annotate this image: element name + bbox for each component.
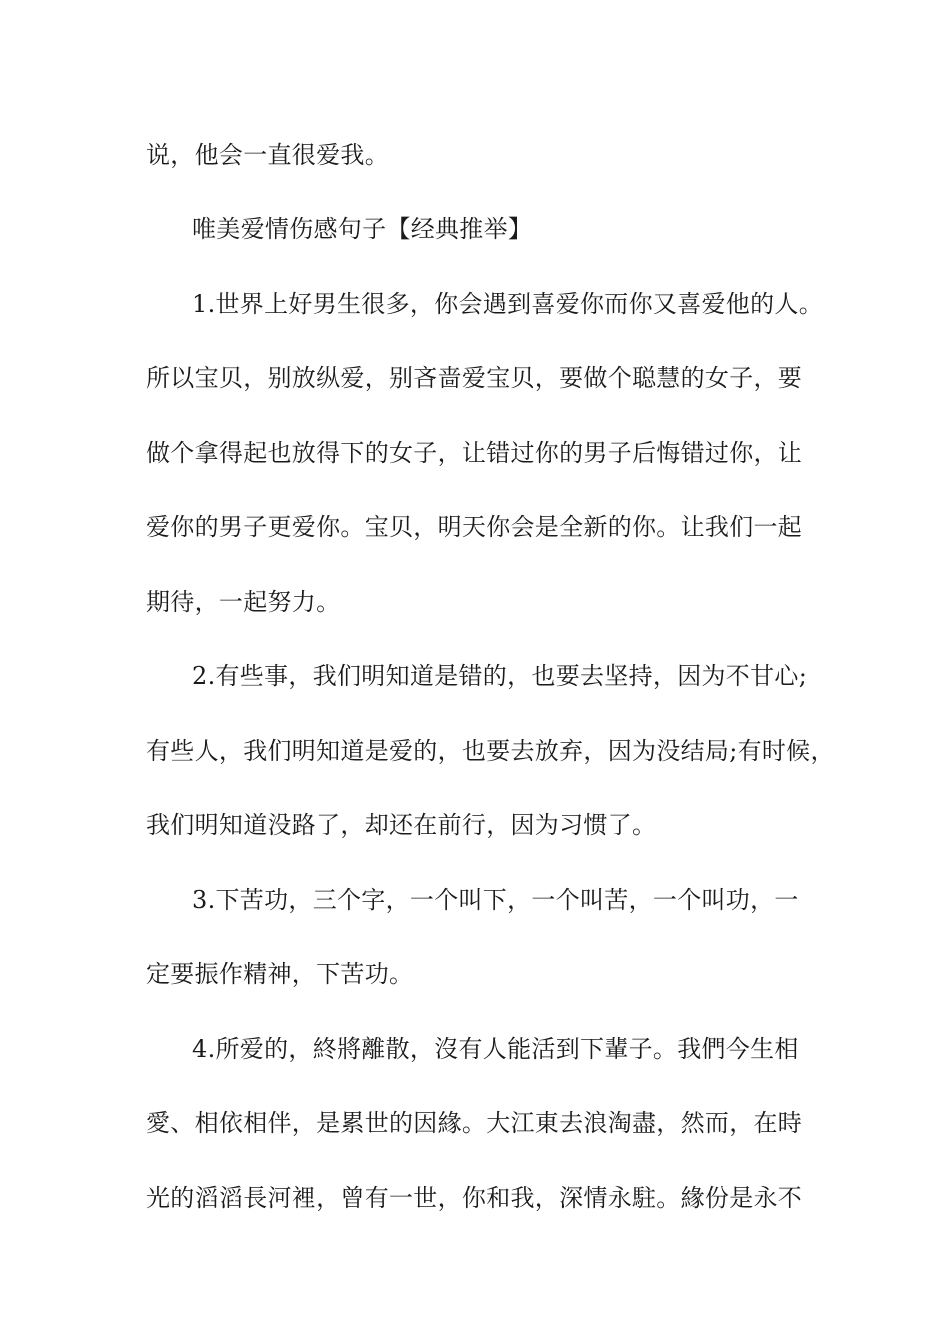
paragraph-line: 愛、相依相伴，是累世的因緣。大江東去浪淘盡，然而，在時 — [146, 1109, 803, 1137]
paragraph-line: 2.有些事，我们明知道是错的，也要去坚持，因为不甘心; — [192, 662, 808, 690]
paragraph-line: 定要振作精神，下苦功。 — [146, 960, 414, 988]
paragraph-line: 4.所爱的，終將離散，沒有人能活到下輩子。我們今生相 — [192, 1035, 799, 1063]
paragraph-line: 所以宝贝，别放纵爱，别吝啬爱宝贝，要做个聪慧的女子，要 — [146, 364, 803, 392]
paragraph-line: 爱你的男子更爱你。宝贝，明天你会是全新的你。让我们一起 — [146, 513, 803, 541]
paragraph-line: 3.下苦功，三个字，一个叫下，一个叫苦，一个叫功，一 — [192, 886, 799, 914]
paragraph-line: 做个拿得起也放得下的女子，让错过你的男子后悔错过你，让 — [146, 439, 803, 467]
section-heading: 唯美爱情伤感句子【经典推举】 — [192, 215, 533, 243]
paragraph-line: 有些人，我们明知道是爱的，也要去放弃，因为没结局;有时候， — [146, 737, 835, 765]
paragraph-line: 1.世界上好男生很多，你会遇到喜爱你而你又喜爱他的人。 — [192, 290, 823, 318]
paragraph-line: 说，他会一直很爱我。 — [146, 141, 389, 169]
paragraph-line: 我们明知道没路了，却还在前行，因为习惯了。 — [146, 811, 657, 839]
paragraph-line: 光的滔滔長河裡，曾有一世，你和我，深情永駐。緣份是永不 — [146, 1184, 803, 1212]
paragraph-line: 期待，一起努力。 — [146, 588, 341, 616]
